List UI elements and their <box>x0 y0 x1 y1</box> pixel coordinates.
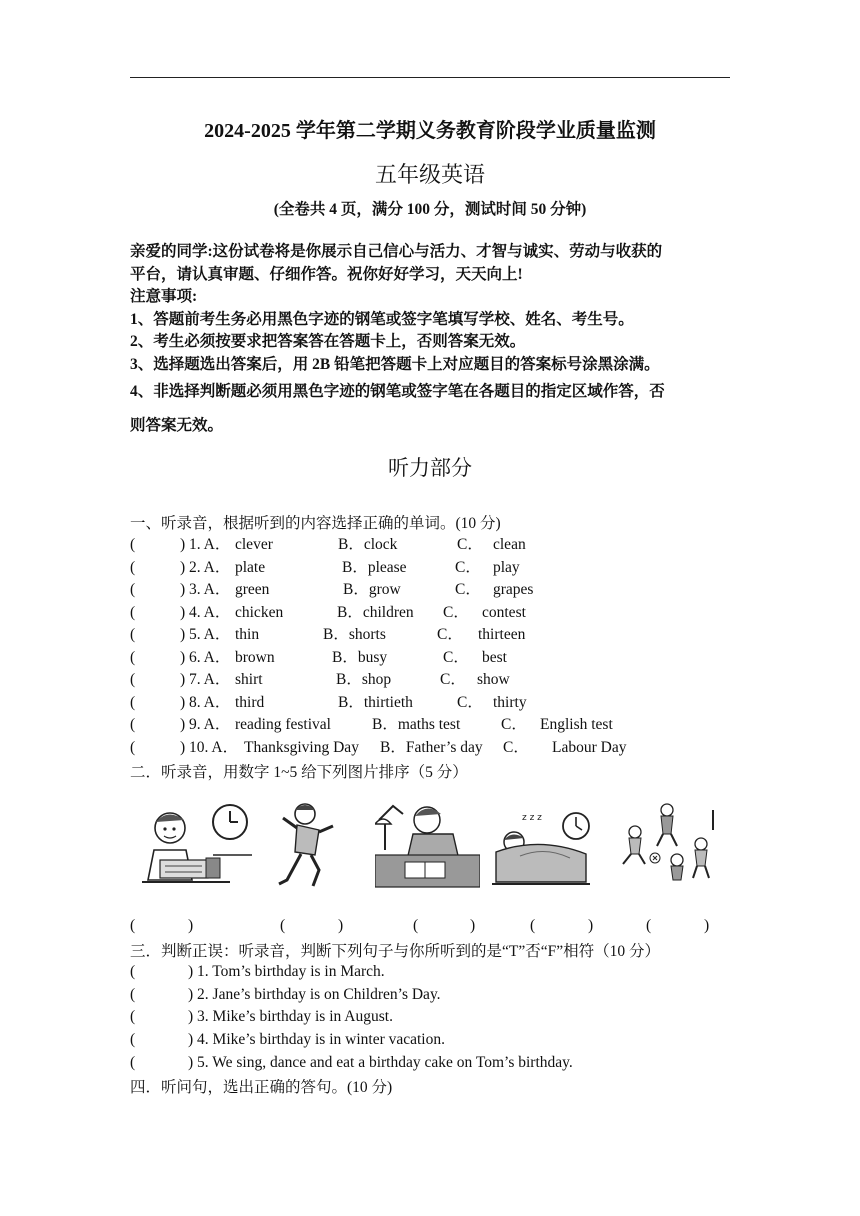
section-3-title: 三．判断正误：听录音，判断下列句子与你所听到的是“T”否“F”相符（10 分） <box>130 943 660 960</box>
picture-boy-studying <box>375 800 480 890</box>
bracket-close-4: ) <box>588 917 594 934</box>
question-paren[interactable]: ( <box>130 693 136 711</box>
question-paren[interactable]: ( <box>130 671 136 688</box>
option-c-label: C． <box>440 671 466 688</box>
judge-statement: ) 5. We sing, dance and eat a birthday cake on Tom’s birthday. <box>188 1053 573 1071</box>
notes-title: 注意事项: <box>130 288 198 305</box>
note-1: 1、答题前考生务必用黑色字迹的钢笔或签字笔填写学校、姓名、考生号。 <box>130 310 634 328</box>
option-c-label: C． <box>457 536 483 553</box>
option-a: thin <box>235 626 260 643</box>
question-number: ) 4. A． <box>180 603 231 621</box>
option-a: reading festival <box>235 716 331 733</box>
picture-children-football <box>615 800 720 890</box>
option-c-label: C． <box>443 603 469 621</box>
option-a: green <box>235 581 270 598</box>
judge-statement: ) 2. Jane’s birthday is on Children’s Day. <box>188 985 441 1003</box>
option-a: plate <box>235 558 266 576</box>
exam-subject: 五年级英语 <box>374 163 485 188</box>
option-c: thirteen <box>478 626 526 643</box>
section-2-title: 二．听录音，用数字 1~5 给下列图片排序（5 分） <box>130 764 468 781</box>
option-c: play <box>493 558 520 576</box>
judge-paren[interactable]: ( <box>130 985 136 1003</box>
bracket-open-1: ( <box>130 917 136 934</box>
option-b: B．clock <box>338 536 398 553</box>
option-c-label: C． <box>437 626 463 643</box>
question-paren[interactable]: ( <box>130 648 136 666</box>
option-c: contest <box>482 603 526 621</box>
judge-statement: ) 3. Mike’s birthday is in August. <box>188 1008 393 1026</box>
option-b: B．shorts <box>323 626 386 643</box>
intro-greeting <box>130 240 735 286</box>
question-paren[interactable]: ( <box>130 558 136 576</box>
question-number: ) 9. A． <box>180 716 231 733</box>
option-c-label: C． <box>457 693 483 711</box>
option-c: best <box>482 648 507 666</box>
question-paren[interactable]: ( <box>130 738 136 756</box>
question-number: ) 3. A． <box>180 581 231 598</box>
note-4: 4、非选择判断题必须用黑色字迹的钢笔或签字笔在各题目的指定区域作答，否 <box>130 383 665 400</box>
question-number: ) 7. A． <box>180 671 231 688</box>
bracket-open-3: ( <box>413 917 419 934</box>
intro-line-1: 亲爱的同学:这份试卷将是你展示自己信心与活力、才智与诚实、劳动与收获的 <box>130 243 663 260</box>
option-a: brown <box>235 648 275 666</box>
bracket-close-5: ) <box>704 917 710 934</box>
option-c: Labour Day <box>552 738 627 756</box>
option-b: B．please <box>342 558 407 576</box>
option-a: Thanksgiving Day <box>244 738 359 756</box>
judge-paren[interactable]: ( <box>130 1008 136 1026</box>
question-number: ) 6. A． <box>180 648 231 666</box>
judge-statement: ) 1. Tom’s birthday is in March. <box>188 963 385 980</box>
question-paren[interactable]: ( <box>130 626 136 643</box>
option-c-label: C． <box>503 738 529 756</box>
option-b: B．busy <box>332 648 388 666</box>
option-b: B．maths test <box>372 716 461 733</box>
option-b: B．grow <box>343 581 401 598</box>
question-number: ) 2. A． <box>180 558 231 576</box>
question-paren[interactable]: ( <box>130 716 136 733</box>
note-4-cont: 则答案无效。 <box>130 417 224 434</box>
option-c-label: C． <box>501 716 527 733</box>
svg-text:z z z: z z z <box>522 813 542 823</box>
question-number: ) 1. A． <box>180 536 231 553</box>
note-3: 3、选择题选出答案后，用 2B 铅笔把答题卡上对应题目的答案标号涂黑涂满。 <box>130 355 660 373</box>
option-a: clever <box>235 536 273 553</box>
option-b: B．thirtieth <box>338 693 413 711</box>
option-c-label: C． <box>455 581 481 598</box>
listening-section-title: 听力部分 <box>388 456 472 480</box>
judge-paren[interactable]: ( <box>130 1053 136 1071</box>
intro-line-2: 平台，请认真审题、仔细作答。祝你好好学习，天天向上! <box>130 266 523 283</box>
question-number: ) 5. A． <box>180 626 231 643</box>
picture-row <box>140 800 720 892</box>
judge-paren[interactable]: ( <box>130 963 136 980</box>
bracket-close-2: ) <box>338 917 344 934</box>
option-c: grapes <box>493 581 534 598</box>
bracket-close-3: ) <box>470 917 476 934</box>
picture-boy-drawing <box>140 800 255 890</box>
option-c: English test <box>540 716 613 733</box>
section-4-title: 四．听问句，选出正确的答句。(10 分) <box>130 1079 393 1096</box>
option-c-label: C． <box>455 558 481 576</box>
picture-boy-running <box>275 800 350 890</box>
bracket-open-4: ( <box>530 917 536 934</box>
option-c: clean <box>493 536 526 553</box>
exam-info: (全卷共 4 页，满分 100 分，测试时间 50 分钟) <box>273 201 587 218</box>
top-rule <box>130 77 730 78</box>
picture-boy-sleeping <box>490 800 595 890</box>
notes-block <box>130 286 735 437</box>
option-c-label: C． <box>443 648 469 666</box>
option-b: B．shop <box>336 671 392 688</box>
section-1-title: 一、听录音，根据听到的内容选择正确的单词。(10 分) <box>130 515 501 532</box>
option-c: show <box>477 671 510 688</box>
note-2: 2、考生必须按要求把答案答在答题卡上，否则答案无效。 <box>130 333 526 350</box>
question-number: ) 10. A． <box>180 738 239 756</box>
question-paren[interactable]: ( <box>130 536 136 553</box>
bracket-open-2: ( <box>280 917 286 934</box>
option-b: B．children <box>337 603 414 621</box>
exam-title: 2024-2025 学年第二学期义务教育阶段学业质量监测 <box>204 120 656 142</box>
judge-statement: ) 4. Mike’s birthday is in winter vacation. <box>188 1031 445 1049</box>
question-paren[interactable]: ( <box>130 581 136 598</box>
option-c: thirty <box>493 693 527 711</box>
judge-paren[interactable]: ( <box>130 1031 136 1049</box>
question-number: ) 8. A． <box>180 693 231 711</box>
question-paren[interactable]: ( <box>130 603 136 621</box>
option-a: chicken <box>235 603 284 621</box>
bracket-close-1: ) <box>188 917 194 934</box>
option-b: B．Father’s day <box>380 738 483 756</box>
bracket-open-5: ( <box>646 917 652 934</box>
option-a: shirt <box>235 671 263 688</box>
option-a: third <box>235 693 265 711</box>
